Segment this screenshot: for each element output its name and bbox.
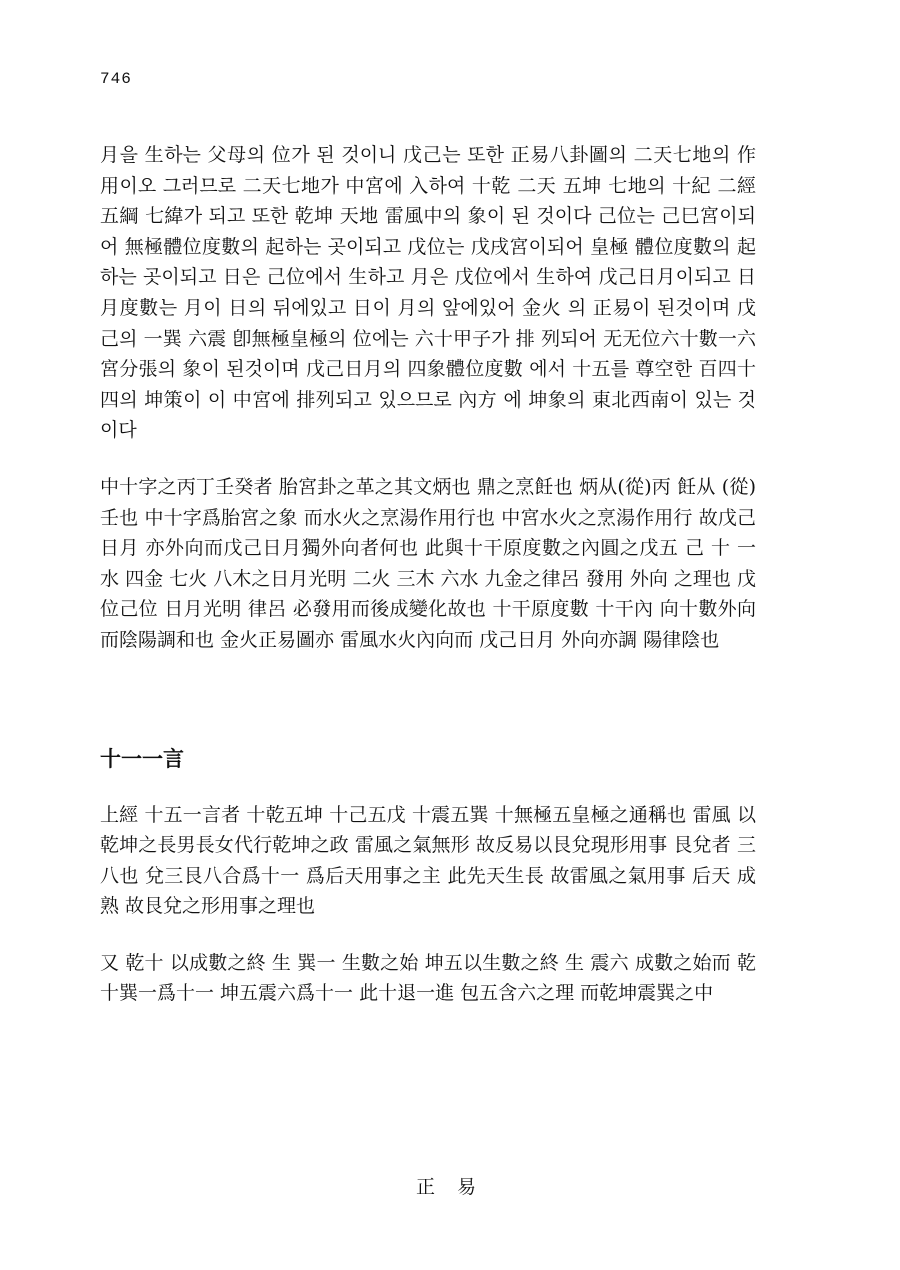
page-number: 746 — [100, 70, 132, 88]
paragraph-korean-commentary: 月을 生하는 父母의 位가 된 것이니 戊己는 또한 正易八卦圖의 二天七地의 作用이오 그러므로 二天七地가 中宮에 入하여 十乾 二天 五坤 七地의 十紀 二經 五綱 七緯가 되고 또한 乾坤 天地 雷風中의 象이 된 것이다 己位는 己巳宮이되어 無極體位度數의 起하는 곳이되고 戊位는 戊戌宮이되어 皇極 體位度數의 起하는 곳이되고 日은 己位에서 生하고 月은 戊位에서 生하여 戊己日月이되고 日月度數는 月이 日의 뒤에있고 日이 月의 앞에있어 金火 의 正易이 된것이며 戊己의 一巽 六震 卽無極皇極의 位에는 六十甲子가 排 列되어 无无位六十數一六宮分張의 象이 된것이며 戊己日月의 四象體位度數 에서 十五를 尊空한 百四十四의 坤策이 이 中宮에 排列되고 있으므로 內方 에 坤象의 東北西南이 있는 것이다 — [100, 144, 756, 442]
page-body — [100, 140, 756, 1009]
section-heading: 十一一言 — [100, 745, 184, 771]
paragraph-continuation: 又 乾十 以成數之終 生 巽一 生數之始 坤五以生數之終 生 震六 成數之始而 乾十巽一爲十一 坤五震六爲十一 此十退一進 包五含六之理 而乾坤震巽之中 — [100, 951, 756, 1005]
paragraph-hanja-commentary: 中十字之丙丁壬癸者 胎宮卦之革之其文炳也 鼎之烹飪也 炳从(從)丙 飪从 (從)壬也 中十字爲胎宮之象 而水火之烹湯作用行也 中宮水火之烹湯作用行 故戊己日月 亦外向而戊己日月獨外向者何也 此與十干原度數之內圓之戊五 己 十 一水 四金 七火 八木之日月光明 二火 三木 六水 九金之律呂 發用 外向 之理也 戊位己位 日月光明 律呂 必發用而後成變化故也 十干原度數 十干內 向十數外向 而陰陽調和也 金火正易圖亦 雷風水火內向而 戊己日月 外向亦調 陽律陰也 — [100, 475, 756, 651]
page-footer-title: 正 易 — [415, 1176, 485, 1198]
paragraph-upper-classic: 上經 十五一言者 十乾五坤 十己五戊 十震五巽 十無極五皇極之通稱也 雷風 以乾坤之長男長女代行乾坤之政 雷風之氣無形 故反易以艮兌現形用事 艮兌者 三八也 兌三艮八合爲十一 爲后天用事之主 此先天生長 故雷風之氣用事 后天 成熟 故艮兌之形用事之理也 — [100, 803, 756, 918]
